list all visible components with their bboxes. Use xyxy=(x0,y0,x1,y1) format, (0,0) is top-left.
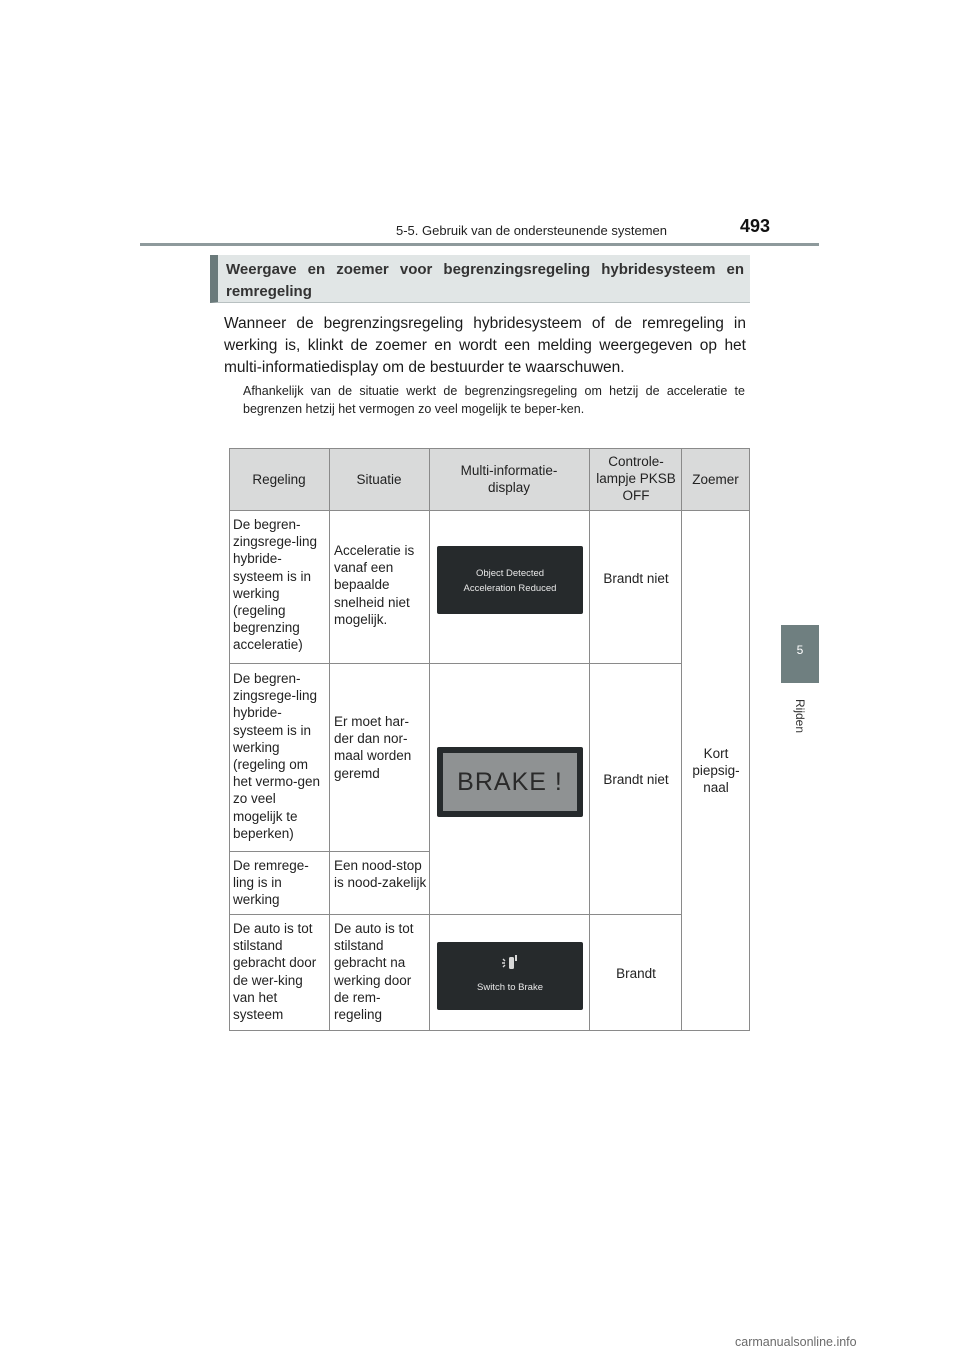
header-display: Multi-informatie-display xyxy=(460,463,558,495)
display-line-2: Acceleration Reduced xyxy=(463,583,557,594)
display-switch-text: Switch to Brake xyxy=(477,982,543,993)
row1-regeling: De begren-zingsrege-ling hybride-systeem is in werking (regeling begrenzing acceleratie) xyxy=(233,517,318,653)
display-brake xyxy=(437,747,583,817)
note-paragraph: Afhankelijk van de situatie werkt de begrenzingsregeling om hetzij de acceleratie te begrenzen hetzij het vermogen zo veel mogelijk te beper-ken. xyxy=(243,384,745,416)
header-zoemer: Zoemer xyxy=(692,472,739,487)
row2-regeling: De begren-zingsrege-ling hybride-systeem is in werking (regeling om het vermo-gen zo veel mogelijk te beperken) xyxy=(233,671,321,841)
row4-situatie: De auto is tot stilstand gebracht na werking door de rem-regeling xyxy=(334,921,414,1023)
header-lampje: Controle-lampje PKSB OFF xyxy=(596,454,676,503)
row3-regeling: De remrege-ling is in werking xyxy=(233,858,309,908)
chapter-label xyxy=(781,686,819,746)
header-divider xyxy=(140,243,819,246)
row4-lampje: Brandt xyxy=(616,966,656,981)
row1-situatie: Acceleratie is vanaf een bepaalde snelheid niet mogelijk. xyxy=(334,543,415,627)
watermark: carmanualsonline.info xyxy=(735,1335,857,1349)
row4-regeling: De auto is tot stilstand gebracht door de wer-king van het systeem xyxy=(233,921,317,1023)
foot-brake-icon xyxy=(500,954,520,972)
header-regeling: Regeling xyxy=(252,472,306,487)
chapter-name: Rijden xyxy=(793,698,807,734)
row2-situatie: Er moet har-der dan nor-maal worden geremd xyxy=(334,714,412,781)
chapter-tab[interactable]: 5 xyxy=(781,625,819,683)
zoemer-value: Kort piepsig-naal xyxy=(692,746,740,796)
row1-lampje: Brandt niet xyxy=(603,571,669,586)
display-brake-text: BRAKE ! xyxy=(443,753,577,811)
section-title: 5-5. Gebruik van de ondersteunende systemen xyxy=(396,223,668,238)
row2-lampje: Brandt niet xyxy=(603,772,669,787)
page-number: 493 xyxy=(740,216,771,236)
display-line-1: Object Detected xyxy=(475,568,545,579)
row3-situatie: Een nood-stop is nood-zakelijk xyxy=(334,858,427,891)
section-heading xyxy=(210,255,750,303)
display-object-detected xyxy=(437,546,583,614)
section-heading-text: Weergave en zoemer voor begrenzingsregeling hybridesysteem en remregeling xyxy=(226,261,744,300)
intro-paragraph: Wanneer de begrenzingsregeling hybridesysteem of de remregeling in werking is, klinkt de zoemer en wordt een melding weergegeven op het multi-informatiedisplay om de bestuurder te waarschuwen. xyxy=(224,315,746,376)
display-switch-to-brake xyxy=(437,942,583,1010)
header-situatie: Situatie xyxy=(356,472,402,487)
